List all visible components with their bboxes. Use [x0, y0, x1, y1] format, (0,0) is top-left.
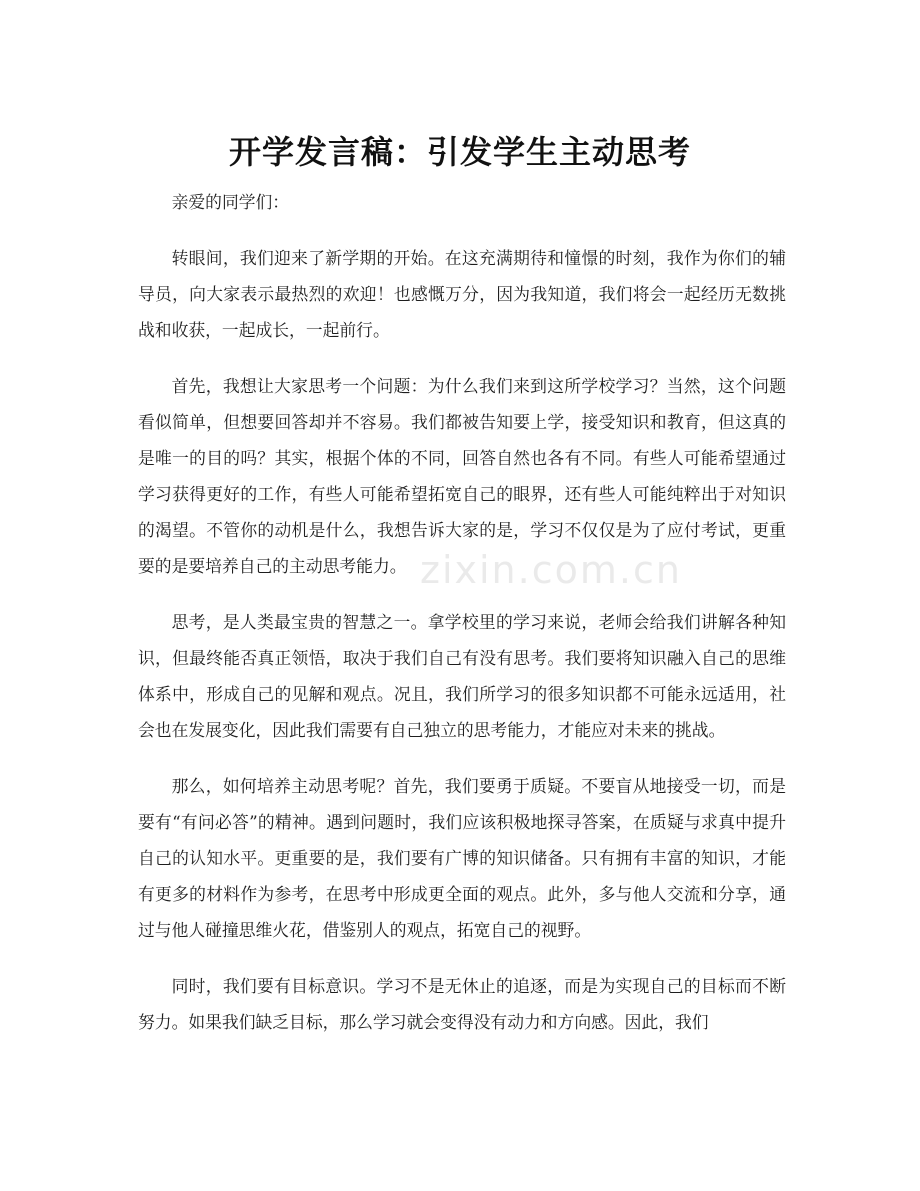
- paragraph: 首先，我想让大家思考一个问题：为什么我们来到这所学校学习？当然，这个问题看似简单，但想要回答却并不容易。我们都被告知要上学，接受知识和教育，但这真的是唯一的目的吗？其实，根据个体的不同，回答自然也各有不同。有些人可能希望通过学习获得更好的工作，有些人可能希望拓宽自己的眼界，还有些人可能纯粹出于对知识的渴望。不管你的动机是什么，我想告诉大家的是，学习不仅仅是为了应付考试，更重要的是要培养自己的主动思考能力。: [138, 376, 786, 576]
- watermark: zixin.com.cn: [420, 548, 682, 592]
- paragraph: 思考，是人类最宝贵的智慧之一。拿学校里的学习来说，老师会给我们讲解各种知识，但最终能否真正领悟，取决于我们自己有没有思考。我们要将知识融入自己的思维体系中，形成自己的见解和观点。况且，我们所学习的很多知识都不可能永远适用，社会也在发展变化，因此我们需要有自己独立的思考能力，才能应对未来的挑战。: [138, 612, 786, 740]
- paragraph: 转眼间，我们迎来了新学期的开始。在这充满期待和憧憬的时刻，我作为你们的辅导员，向大家表示最热烈的欢迎！也感慨万分，因为我知道，我们将会一起经历无数挑战和收获，一起成长，一起前行。: [138, 248, 786, 340]
- paragraph: 那么，如何培养主动思考呢？首先，我们要勇于质疑。不要盲从地接受一切，而是要有“有问必答”的精神。遇到问题时，我们应该积极地探寻答案，在质疑与求真中提升自己的认知水平。更重要的是，我们要有广博的知识储备。只有拥有丰富的知识，才能有更多的材料作为参考，在思考中形成更全面的观点。此外，多与他人交流和分享，通过与他人碰撞思维火花，借鉴别人的观点，拓宽自己的视野。: [138, 776, 786, 940]
- page-title: 开学发言稿：引发学生主动思考: [228, 133, 691, 172]
- paragraph: 同时，我们要有目标意识。学习不是无休止的追逐，而是为实现自己的目标而不断努力。如果我们缺乏目标，那么学习就会变得没有动力和方向感。因此，我们: [138, 976, 786, 1032]
- greeting: 亲爱的同学们：: [171, 192, 290, 212]
- document-body: [138, 184, 786, 1060]
